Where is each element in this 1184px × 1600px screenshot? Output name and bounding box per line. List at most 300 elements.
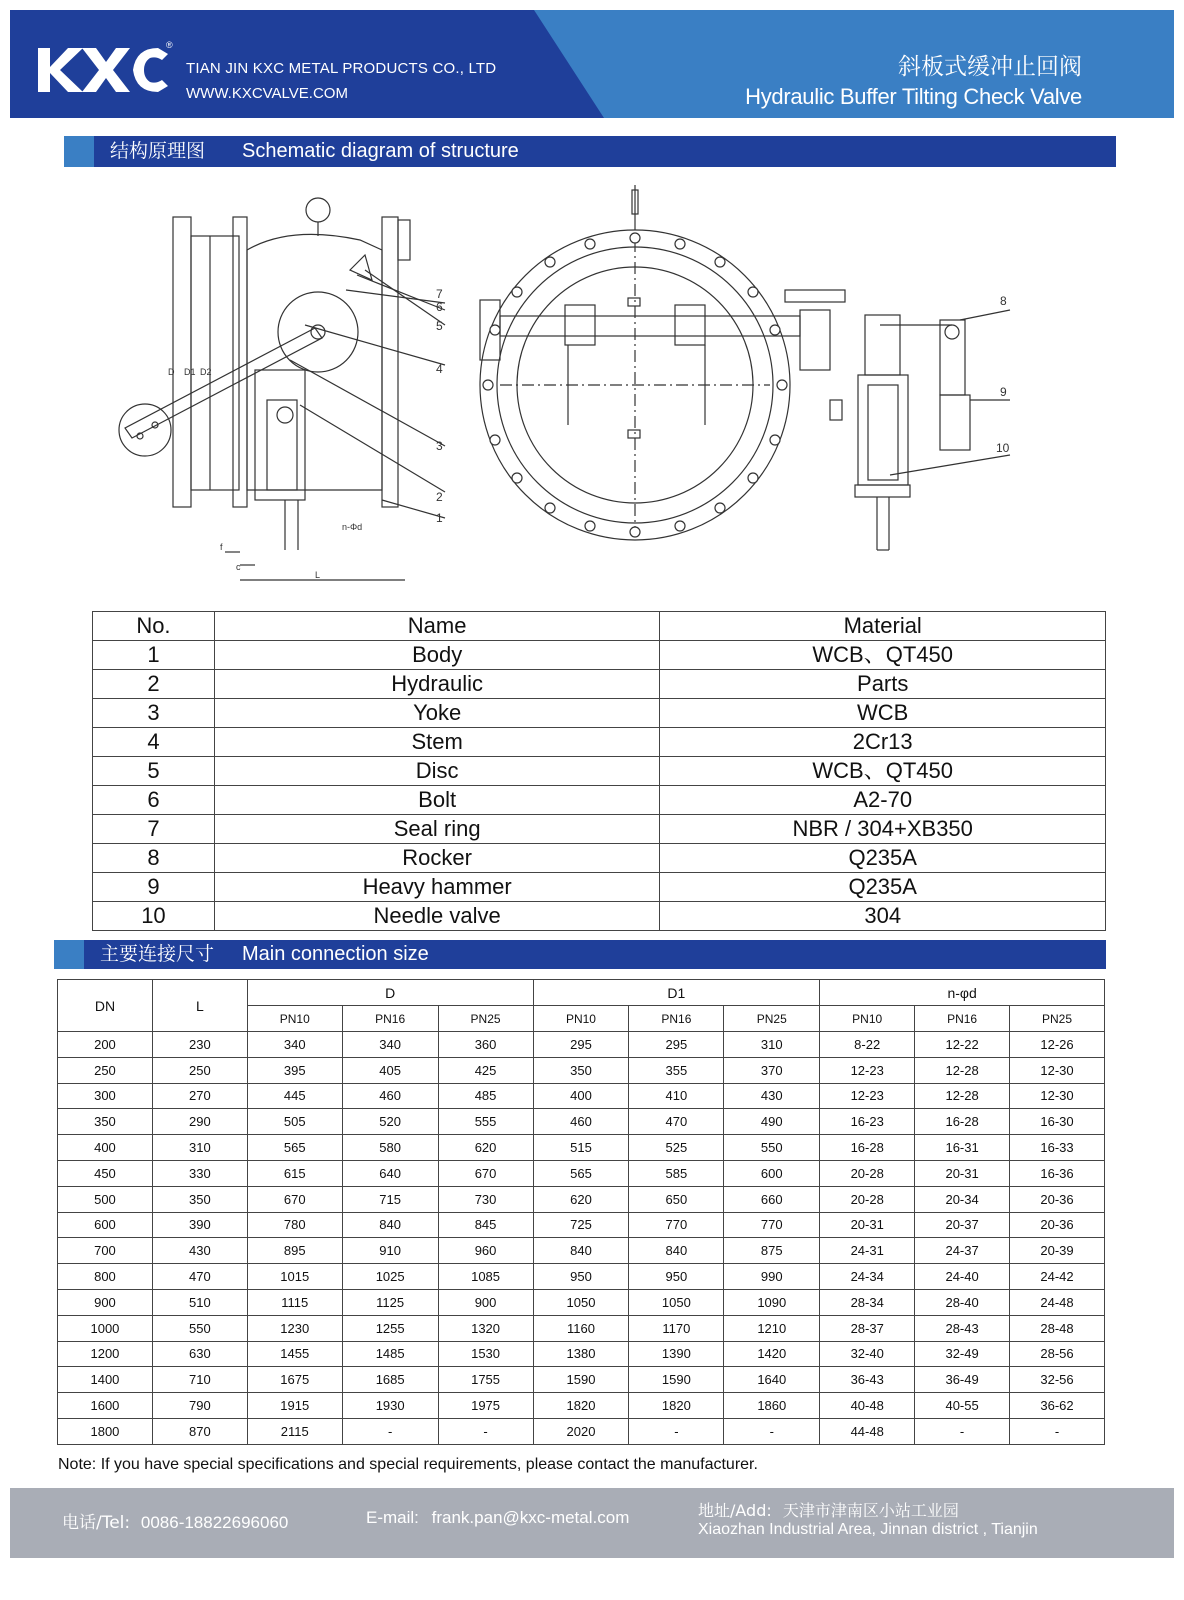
size-cell: 1755 [438,1367,533,1393]
size-cell: 875 [724,1238,820,1264]
size-cell: 670 [247,1186,342,1212]
size-cell: 730 [438,1186,533,1212]
size-header-dn: DN [58,980,153,1032]
size-cell: 350 [152,1186,247,1212]
callout-3: 3 [436,439,443,453]
size-cell: 400 [533,1083,629,1109]
callout-5: 5 [436,319,443,333]
size-cell: 24-34 [820,1264,915,1290]
size-cell: 250 [152,1057,247,1083]
size-cell: 12-28 [915,1083,1010,1109]
size-cell: 840 [342,1212,438,1238]
structure-section-bar [64,136,1116,167]
hydraulic-assembly-view [785,290,1010,550]
table-row [93,844,1106,873]
size-cell: 12-30 [1010,1057,1105,1083]
size-cell: 1600 [58,1393,153,1419]
size-cell: 800 [58,1264,153,1290]
size-cell: 370 [724,1057,820,1083]
size-cell: 950 [533,1264,629,1290]
part-name: Stem [214,728,660,757]
size-cell: 910 [342,1238,438,1264]
size-table-body [58,1032,1105,1445]
part-number: 3 [93,699,215,728]
size-cell: 580 [342,1135,438,1161]
part-material: NBR / 304+XB350 [660,815,1106,844]
pn-header: PN16 [342,1006,438,1032]
size-cell: 470 [152,1264,247,1290]
part-material: WCB、QT450 [660,641,1106,670]
table-row [93,786,1106,815]
size-cell: 445 [247,1083,342,1109]
part-number: 1 [93,641,215,670]
part-name: Hydraulic [214,670,660,699]
table-row [58,1418,1105,1444]
size-cell: 32-56 [1010,1367,1105,1393]
callout-7: 7 [436,287,443,301]
size-cell: 1085 [438,1264,533,1290]
size-cell: 12-30 [1010,1083,1105,1109]
size-cell: 28-48 [1010,1315,1105,1341]
size-cell: - [629,1418,724,1444]
size-cell: 565 [247,1135,342,1161]
size-cell: 20-28 [820,1160,915,1186]
table-row [58,1032,1105,1058]
size-cell: 24-42 [1010,1264,1105,1290]
size-cell: - [1010,1418,1105,1444]
part-material: 304 [660,902,1106,931]
part-number: 6 [93,786,215,815]
size-cell: 1590 [533,1367,629,1393]
size-cell: 565 [533,1160,629,1186]
part-name: Body [214,641,660,670]
table-row [58,1238,1105,1264]
size-cell: - [342,1418,438,1444]
size-cell: 20-39 [1010,1238,1105,1264]
part-material: 2Cr13 [660,728,1106,757]
manufacturer-note: Note: If you have special specifications and special requirements, please contact the manufacturer. [58,1456,758,1473]
table-row [58,1160,1105,1186]
size-cell: 1400 [58,1367,153,1393]
part-name: Heavy hammer [214,873,660,902]
tel-number[interactable]: 0086-18822696060 [140,1513,289,1532]
parts-table [92,611,1106,931]
structure-section-title-cn: 结构原理图 [110,140,206,162]
size-cell: 630 [152,1341,247,1367]
size-cell: 310 [152,1135,247,1161]
pn-header: PN25 [724,1006,820,1032]
size-cell: 410 [629,1083,724,1109]
size-cell: 36-62 [1010,1393,1105,1419]
pn-header: PN16 [629,1006,724,1032]
table-row [93,757,1106,786]
callout-4: 4 [436,362,443,376]
size-cell: 430 [152,1238,247,1264]
callout-10: 10 [996,441,1010,455]
dim-d2: D2 [200,367,212,377]
table-row [58,1289,1105,1315]
size-cell: 360 [438,1032,533,1058]
size-cell: 1050 [629,1289,724,1315]
size-cell: 515 [533,1135,629,1161]
part-number: 9 [93,873,215,902]
size-cell: 700 [58,1238,153,1264]
part-name: Yoke [214,699,660,728]
size-cell: 1860 [724,1393,820,1419]
parts-table-header [93,612,1106,641]
size-cell: 620 [533,1186,629,1212]
size-header-d1: D1 [533,980,820,1006]
table-row [93,641,1106,670]
part-number: 5 [93,757,215,786]
part-material: Q235A [660,844,1106,873]
parts-table-body [93,641,1106,931]
size-cell: 32-40 [820,1341,915,1367]
size-cell: 2115 [247,1418,342,1444]
connection-section-title-en: Main connection size [242,943,429,965]
size-cell: 520 [342,1109,438,1135]
size-cell: 500 [58,1186,153,1212]
size-cell: 16-28 [915,1109,1010,1135]
part-material: WCB [660,699,1106,728]
size-cell: 585 [629,1160,724,1186]
size-cell: 20-36 [1010,1212,1105,1238]
size-cell: 40-48 [820,1393,915,1419]
size-cell: 16-28 [820,1135,915,1161]
size-cell: 12-23 [820,1057,915,1083]
page-header [10,10,1174,118]
part-material: WCB、QT450 [660,757,1106,786]
size-cell: 1820 [533,1393,629,1419]
size-cell: 550 [152,1315,247,1341]
footer-address-cn [698,1498,959,1521]
size-cell: 710 [152,1367,247,1393]
size-cell: 1050 [533,1289,629,1315]
table-row [58,1057,1105,1083]
size-cell: 510 [152,1289,247,1315]
size-cell: 1800 [58,1418,153,1444]
size-cell: 270 [152,1083,247,1109]
table-row [58,1367,1105,1393]
part-number: 7 [93,815,215,844]
size-cell: 395 [247,1057,342,1083]
size-cell: 490 [724,1109,820,1135]
size-cell: 1390 [629,1341,724,1367]
size-cell: 1170 [629,1315,724,1341]
tel-label: 电话/Tel: [62,1513,131,1533]
size-cell: 620 [438,1135,533,1161]
size-cell: 16-33 [1010,1135,1105,1161]
section-bar-accent [54,940,84,969]
section-bar-accent [64,136,94,167]
callout-1: 1 [436,511,443,525]
size-cell: 1530 [438,1341,533,1367]
dim-l: L [315,570,321,580]
dim-d: D [168,367,175,377]
schematic-diagram [60,170,1120,600]
part-number: 2 [93,670,215,699]
size-cell: 790 [152,1393,247,1419]
size-cell: 12-23 [820,1083,915,1109]
size-header-nphid: n-φd [820,980,1105,1006]
size-cell: 430 [724,1083,820,1109]
callout-6: 6 [436,300,443,314]
callout-2: 2 [436,490,443,504]
size-header-d: D [247,980,533,1006]
table-row [58,1083,1105,1109]
size-cell: 330 [152,1160,247,1186]
part-number: 4 [93,728,215,757]
size-cell: 840 [533,1238,629,1264]
size-cell: 470 [629,1109,724,1135]
size-cell: 290 [152,1109,247,1135]
size-cell: 485 [438,1083,533,1109]
size-cell: 615 [247,1160,342,1186]
size-cell: 20-36 [1010,1186,1105,1212]
size-cell: 870 [152,1418,247,1444]
size-cell: 24-31 [820,1238,915,1264]
size-cell: 16-31 [915,1135,1010,1161]
size-cell: 1930 [342,1393,438,1419]
size-cell: 40-55 [915,1393,1010,1419]
size-cell: 460 [533,1109,629,1135]
size-cell: 600 [58,1212,153,1238]
size-cell: 16-23 [820,1109,915,1135]
size-cell: 20-37 [915,1212,1010,1238]
size-cell: 1975 [438,1393,533,1419]
part-name: Seal ring [214,815,660,844]
company-name: TIAN JIN KXC METAL PRODUCTS CO., LTD [186,60,497,77]
size-cell: 660 [724,1186,820,1212]
structure-section-title-en: Schematic diagram of structure [242,140,519,162]
size-cell: 845 [438,1212,533,1238]
table-row [93,699,1106,728]
pn-header: PN10 [247,1006,342,1032]
parts-header-no: No. [93,612,215,641]
size-cell: - [724,1418,820,1444]
size-cell: 20-31 [915,1160,1010,1186]
size-cell: 250 [58,1057,153,1083]
size-cell: 1675 [247,1367,342,1393]
size-cell: 1015 [247,1264,342,1290]
size-cell: 350 [533,1057,629,1083]
footer-telephone [62,1508,288,1533]
size-table-group-header [58,980,1105,1006]
size-cell: 1820 [629,1393,724,1419]
size-cell: 450 [58,1160,153,1186]
size-cell: 390 [152,1212,247,1238]
size-cell: 1115 [247,1289,342,1315]
dim-d1: D1 [184,367,196,377]
size-cell: 1915 [247,1393,342,1419]
parts-header-name: Name [214,612,660,641]
size-cell: 650 [629,1186,724,1212]
size-cell: 20-28 [820,1186,915,1212]
size-cell: 770 [629,1212,724,1238]
pn-header: PN10 [820,1006,915,1032]
size-cell: 1200 [58,1341,153,1367]
size-cell: 1210 [724,1315,820,1341]
table-row [58,1341,1105,1367]
size-cell: 1685 [342,1367,438,1393]
size-cell: 295 [629,1032,724,1058]
table-row [58,1393,1105,1419]
size-cell: 300 [58,1083,153,1109]
size-cell: 24-37 [915,1238,1010,1264]
size-cell: 20-34 [915,1186,1010,1212]
pn-header: PN16 [915,1006,1010,1032]
kxc-logo [38,40,174,100]
size-cell: 900 [438,1289,533,1315]
size-cell: 1320 [438,1315,533,1341]
table-row [58,1315,1105,1341]
size-cell: 950 [629,1264,724,1290]
size-cell: 1160 [533,1315,629,1341]
size-cell: 1025 [342,1264,438,1290]
size-cell: - [915,1418,1010,1444]
size-cell: 24-40 [915,1264,1010,1290]
size-cell: 780 [247,1212,342,1238]
part-name: Bolt [214,786,660,815]
size-cell: 200 [58,1032,153,1058]
size-cell: 405 [342,1057,438,1083]
part-number: 8 [93,844,215,873]
size-cell: 28-37 [820,1315,915,1341]
size-cell: 28-40 [915,1289,1010,1315]
address-chinese: 天津市津南区小站工业园 [782,1501,959,1520]
size-cell: 20-31 [820,1212,915,1238]
dim-f: f [220,542,223,552]
dim-nphid: n-Φd [342,522,363,532]
size-cell: 1125 [342,1289,438,1315]
size-cell: 28-56 [1010,1341,1105,1367]
table-row [58,1264,1105,1290]
part-material: Q235A [660,873,1106,902]
size-cell: 555 [438,1109,533,1135]
size-cell: 715 [342,1186,438,1212]
size-cell: 350 [58,1109,153,1135]
table-row [93,670,1106,699]
address-label: 地址/Add: [698,1501,772,1520]
size-cell: 28-43 [915,1315,1010,1341]
size-cell: 460 [342,1083,438,1109]
table-row [93,873,1106,902]
connection-size-table [57,979,1105,1445]
size-cell: 1000 [58,1315,153,1341]
size-cell: 12-28 [915,1057,1010,1083]
table-row [93,815,1106,844]
table-row [93,728,1106,757]
size-cell: 2020 [533,1418,629,1444]
pn-header: PN25 [1010,1006,1105,1032]
size-cell: 8-22 [820,1032,915,1058]
size-cell: 1590 [629,1367,724,1393]
callout-8: 8 [1000,294,1007,308]
table-row [58,1135,1105,1161]
size-cell: 24-48 [1010,1289,1105,1315]
size-cell: 960 [438,1238,533,1264]
table-row [93,902,1106,931]
pn-header: PN25 [438,1006,533,1032]
connection-section-bar [54,940,1106,969]
company-website[interactable]: WWW.KXCVALVE.COM [186,85,348,102]
size-cell: 230 [152,1032,247,1058]
size-cell: 32-49 [915,1341,1010,1367]
connection-section-title-cn: 主要连接尺寸 [100,943,215,965]
size-cell: 895 [247,1238,342,1264]
part-name: Disc [214,757,660,786]
size-cell: 340 [247,1032,342,1058]
footer-email [366,1508,629,1528]
email-label: E-mail: [366,1508,419,1527]
footer-address-en: Xiaozhan Industrial Area, Jinnan district , Tianjin [698,1521,1038,1538]
parts-header-material: Material [660,612,1106,641]
size-cell: 770 [724,1212,820,1238]
product-title-chinese: 斜板式缓冲止回阀 [898,54,1082,80]
svg-text:®: ® [166,40,173,50]
page-footer [10,1488,1174,1558]
size-cell: 310 [724,1032,820,1058]
product-title-english: Hydraulic Buffer Tilting Check Valve [745,84,1082,109]
size-header-l: L [152,980,247,1032]
table-row [58,1212,1105,1238]
table-row [58,1109,1105,1135]
size-cell: 505 [247,1109,342,1135]
size-cell: 36-49 [915,1367,1010,1393]
size-cell: 28-34 [820,1289,915,1315]
callout-9: 9 [1000,385,1007,399]
size-cell: 1230 [247,1315,342,1341]
size-cell: 550 [724,1135,820,1161]
size-cell: 1455 [247,1341,342,1367]
part-material: Parts [660,670,1106,699]
part-material: A2-70 [660,786,1106,815]
size-cell: 600 [724,1160,820,1186]
size-cell: 12-26 [1010,1032,1105,1058]
dim-c: c [236,562,241,572]
size-cell: 44-48 [820,1418,915,1444]
size-cell: 525 [629,1135,724,1161]
size-cell: 640 [342,1160,438,1186]
size-cell: - [438,1418,533,1444]
size-cell: 36-43 [820,1367,915,1393]
size-cell: 12-22 [915,1032,1010,1058]
size-cell: 295 [533,1032,629,1058]
size-cell: 725 [533,1212,629,1238]
size-cell: 840 [629,1238,724,1264]
size-cell: 355 [629,1057,724,1083]
size-cell: 1380 [533,1341,629,1367]
size-cell: 1090 [724,1289,820,1315]
size-cell: 900 [58,1289,153,1315]
size-cell: 425 [438,1057,533,1083]
size-cell: 670 [438,1160,533,1186]
size-cell: 1485 [342,1341,438,1367]
size-cell: 1640 [724,1367,820,1393]
size-cell: 16-36 [1010,1160,1105,1186]
part-number: 10 [93,902,215,931]
size-cell: 990 [724,1264,820,1290]
part-name: Rocker [214,844,660,873]
email-address[interactable]: frank.pan@kxc-metal.com [431,1508,630,1527]
pn-header: PN10 [533,1006,629,1032]
size-cell: 400 [58,1135,153,1161]
part-name: Needle valve [214,902,660,931]
size-cell: 16-30 [1010,1109,1105,1135]
size-cell: 340 [342,1032,438,1058]
side-view [119,198,445,580]
size-cell: 1420 [724,1341,820,1367]
